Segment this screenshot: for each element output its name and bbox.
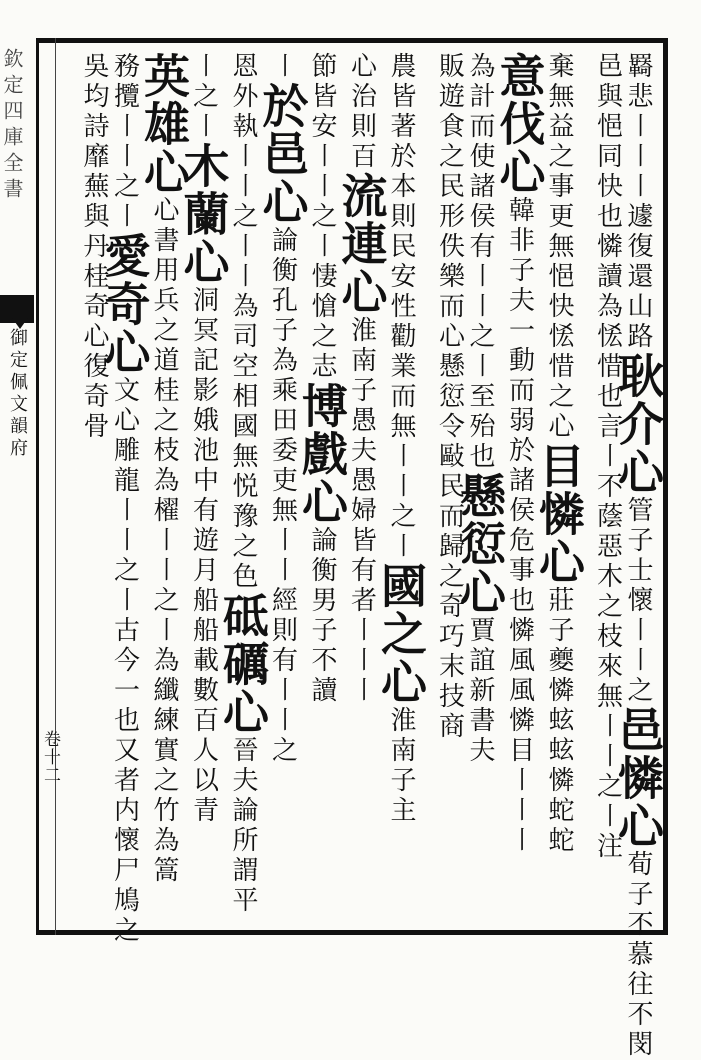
headword: 懸愆心 [453,472,507,616]
text-column [374,52,428,922]
entry-text: 淮南子主 [386,706,416,826]
entry-text: 〡〡之〡悽愴之志 [307,142,337,382]
headword: 博戲心 [295,382,349,526]
headword: 流連心 [334,172,389,316]
text-column [583,52,623,922]
entry-text: 邑與悒同快也憐讀為恡惜也言 [592,52,623,442]
entry-text: 羇悲〡〡〡遽復還山路 [623,52,653,352]
headword: 目憐心 [532,442,586,586]
headword: 耿介心 [611,352,665,496]
entry-text: 〡不蔭惡木之枝 [592,442,623,652]
entry-text: 節皆安 [307,52,337,142]
entry-text: 桂之枝為櫂〡〡之〡為纖練實之竹為篙 [149,376,179,886]
top-border [36,38,668,43]
text-column [611,52,665,1060]
entry-text: 荀子不慕往不閔 [623,850,653,1060]
headword: 邑憐心 [611,706,665,850]
edge-collection-title: 欽定四庫全書 [0,48,24,204]
entry-text: 棄無益之事更無悒快恡惜之心 [544,52,574,442]
entry-text: 憐風風憐目〡〡〡 [504,616,535,856]
entry-text: 韓非子夫一動而弱於諸侯危事也 [504,196,535,616]
entry-text: 莊子夔憐蚿蚿憐蛇蛇 [544,586,574,856]
text-column [295,52,349,922]
text-column [453,52,507,922]
entry-text: 〡之〡 [188,52,219,142]
entry-text: 淮南子愚夫愚婦皆有 [346,316,377,586]
fishtail-mark-icon [0,295,34,323]
entry-text: 賈誼新書夫 [465,616,495,766]
headword: 砥礪心 [216,592,270,736]
entry-text: 文心雕龍〡〡之〡古今一也又 [109,376,140,766]
entry-text: 晉夫論所謂平 [228,736,258,916]
text-column [216,52,270,922]
entry-text: 者〡〡〡 [346,586,377,706]
entry-text: 販遊食之民形佚樂而心懸愆令敺民而歸之 [434,52,465,592]
headword: 意伐心 [492,52,547,196]
entry-text: 〡之〡〡為司空相國無悦豫之色 [228,172,258,592]
text-column [69,52,109,922]
entry-text: 為計而使諸侯有〡〡之〡至殆也 [465,52,495,472]
entry-text: 者内懷尸鳩之 [109,766,140,946]
page-number: 卷十二 [40,730,60,784]
entry-text: 經則有〡〡之 [267,586,298,766]
entry-text: 奇巧末技商 [434,592,465,742]
text-column [425,52,465,922]
text-column [532,52,586,922]
entry-text: 務攬〡〡之〡 [109,52,140,232]
text-column [255,52,310,922]
text-column [492,52,547,922]
headword: 愛奇心 [97,232,152,376]
entry-text: 論衡孔子為乘田委吏無〡〡 [267,226,298,586]
entry-text: 來無〡〡之〡注 [592,652,623,862]
text-column [137,52,191,922]
entry-text: 心書用兵之道 [149,196,179,376]
text-column [97,52,152,946]
headword: 於邑心 [255,82,310,226]
left-border [36,38,39,935]
book-title: 御定佩文韻府 [7,328,28,460]
entry-text: 恩外執〡 [228,52,258,172]
headword: 英雄心 [137,52,191,196]
headword: 國之心 [374,562,428,706]
entry-text: 心治則百 [346,52,377,172]
entry-text: 農皆著於本則民安性勸業而無〡〡之〡 [386,52,416,562]
entry-text: 論衡男子不讀 [307,526,337,706]
entry-text: 管子士懷〡〡之 [623,496,653,706]
text-column [334,52,389,922]
entry-text: 〡 [267,52,298,82]
text-column [176,52,231,922]
entry-text: 洞冥記影娥池中有遊月船船載數百人以青 [188,286,219,826]
entry-text: 吳均詩靡蕪與丹桂奇心復奇骨 [79,52,109,442]
margin-band-line [55,38,56,935]
headword: 木蘭心 [176,142,231,286]
